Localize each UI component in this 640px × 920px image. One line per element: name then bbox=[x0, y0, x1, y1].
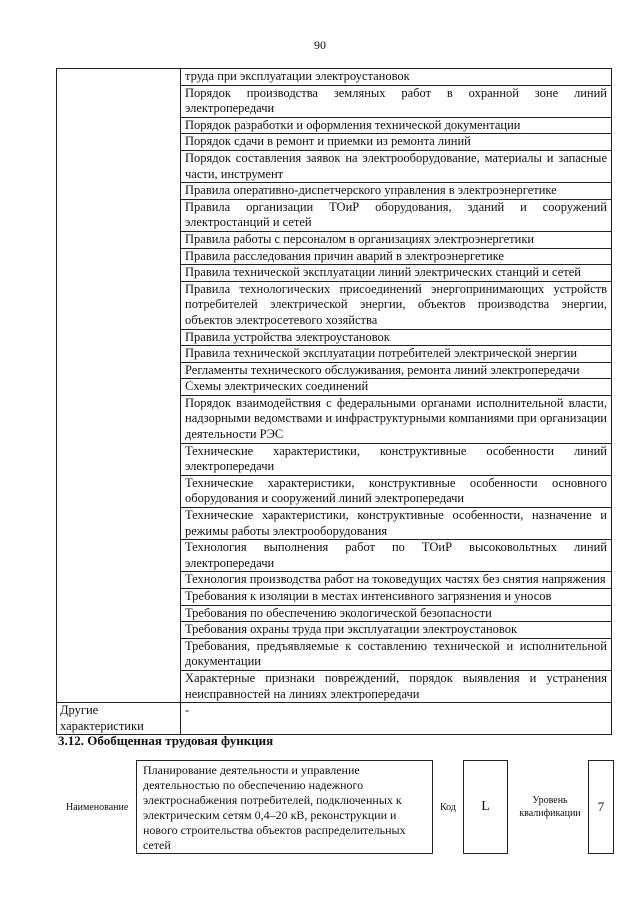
knowledge-item: Правила технической эксплуатации потребителей электрической энергии bbox=[181, 346, 612, 363]
knowledge-table bbox=[56, 68, 612, 735]
name-label: Наименование bbox=[66, 802, 129, 813]
knowledge-item: Технические характеристики, конструктивные особенности линий электропередачи bbox=[181, 443, 612, 475]
code-label: Код bbox=[440, 802, 456, 813]
knowledge-item: Технология производства работ на токоведущих частях без снятия напряжения bbox=[181, 572, 612, 589]
other-characteristics-value: - bbox=[181, 703, 612, 735]
knowledge-item: Правила технической эксплуатации линий электрических станций и сетей bbox=[181, 265, 612, 282]
function-name-box: Планирование деятельности и управление деятельностью по обеспечению надежного электроснабжения потребителей, подключенных к электрическим сетям 0,4–20 кВ, реконструкции и нового строительства объектов распределительных сетей bbox=[136, 760, 433, 854]
knowledge-item: Технические характеристики, конструктивные особенности, назначение и режимы работы электрооборудования bbox=[181, 508, 612, 540]
knowledge-item: Схемы электрических соединений bbox=[181, 379, 612, 396]
knowledge-item: Требования к изоляции в местах интенсивного загрязнения и уносов bbox=[181, 589, 612, 606]
knowledge-item: Порядок составления заявок на электрооборудование, материалы и запасные части, инструмент bbox=[181, 150, 612, 182]
knowledge-item: Требования по обеспечению экологической безопасности bbox=[181, 605, 612, 622]
knowledge-item: Требования охраны труда при эксплуатации электроустановок bbox=[181, 622, 612, 639]
knowledge-item: Порядок сдачи в ремонт и приемки из ремонта линий bbox=[181, 134, 612, 151]
knowledge-item: труда при эксплуатации электроустановок bbox=[181, 69, 612, 86]
knowledge-item: Правила технологических присоединений энергопринимающих устройств потребителей электрической энергии, объектов производства энергии, объектов электросетевого хозяйства bbox=[181, 281, 612, 329]
code-value-box: L bbox=[463, 760, 508, 854]
page-number: 90 bbox=[314, 38, 326, 52]
knowledge-label-cell bbox=[57, 69, 181, 703]
knowledge-item: Правила оперативно-диспетчерского управления в электроэнергетике bbox=[181, 183, 612, 200]
knowledge-item: Правила работы с персоналом в организациях электроэнергетики bbox=[181, 231, 612, 248]
table-row bbox=[57, 69, 612, 86]
knowledge-table-body bbox=[57, 69, 612, 735]
qualification-level-label: Уровень квалификации bbox=[519, 795, 581, 819]
knowledge-item: Правила устройства электроустановок bbox=[181, 329, 612, 346]
other-characteristics-label: Другие характеристики bbox=[57, 703, 181, 735]
knowledge-item: Технология выполнения работ по ТОиР высоковольтных линий электропередачи bbox=[181, 540, 612, 572]
knowledge-item: Порядок разработки и оформления технической документации bbox=[181, 117, 612, 134]
knowledge-item: Технические характеристики, конструктивные особенности основного оборудования и сооружений линий электропередачи bbox=[181, 475, 612, 507]
qualification-level-box: 7 bbox=[588, 760, 614, 854]
knowledge-item: Правила организации ТОиР оборудования, зданий и сооружений электростанций и сетей bbox=[181, 199, 612, 231]
other-characteristics-row bbox=[57, 703, 612, 735]
knowledge-item: Характерные признаки повреждений, порядок выявления и устранения неисправностей на линиях электропередачи bbox=[181, 670, 612, 702]
knowledge-item: Требования, предъявляемые к составлению технической и исполнительной документации bbox=[181, 638, 612, 670]
knowledge-item: Регламенты технического обслуживания, ремонта линий электропередачи bbox=[181, 362, 612, 379]
knowledge-item: Порядок производства земляных работ в охранной зоне линий электропередачи bbox=[181, 85, 612, 117]
knowledge-item: Порядок взаимодействия с федеральными органами исполнительной власти, надзорными ведомствами и инфраструктурными компаниями при организации деятельности РЭС bbox=[181, 395, 612, 443]
section-heading: 3.12. Обобщенная трудовая функция bbox=[58, 733, 274, 748]
knowledge-item: Правила расследования причин аварий в электроэнергетике bbox=[181, 248, 612, 265]
generalized-function-row bbox=[0, 760, 640, 856]
